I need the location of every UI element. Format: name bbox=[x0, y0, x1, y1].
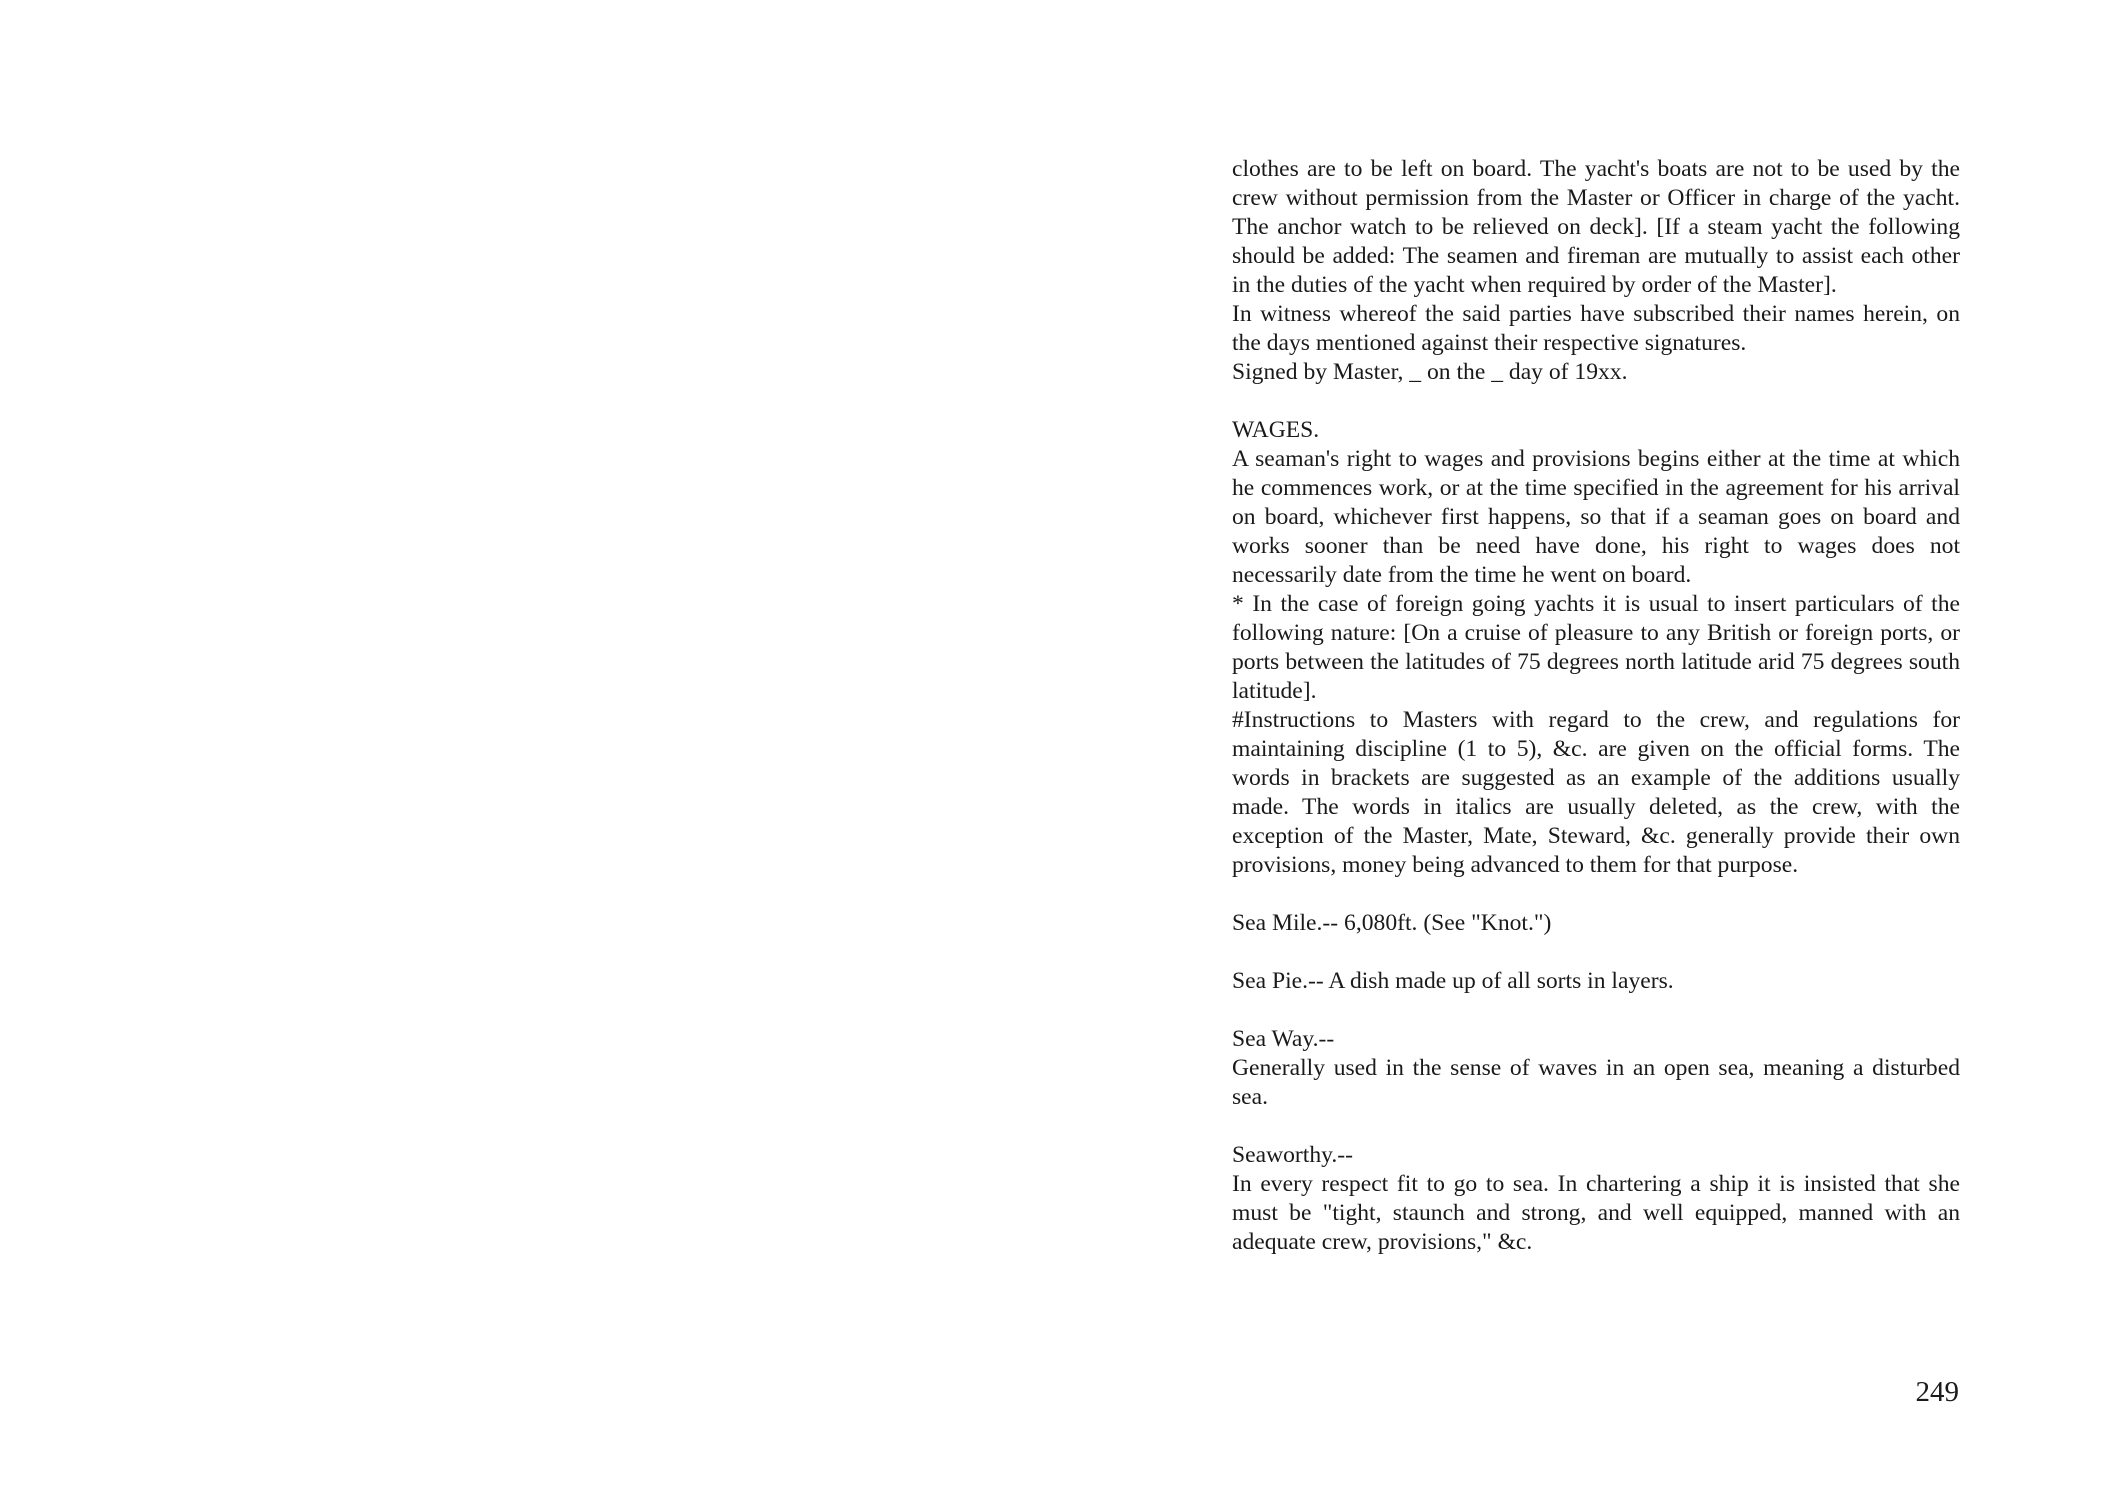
paragraph-gap bbox=[1232, 1112, 1960, 1141]
paragraph-gap bbox=[1232, 938, 1960, 967]
page-number: 249 bbox=[1915, 1376, 1959, 1408]
footnote-instructions: #Instructions to Masters with regard to the crew, and regulations for maintaining discipline (1 to 5), &c. are given on the official forms. The words in brackets are suggested as an example of the additions usually made. The words in italics are usually deleted, as the crew, with the exception of the Master, Mate, Steward, &c. generally provide their own provisions, money being advanced to them for that purpose. bbox=[1232, 707, 1960, 878]
paragraph-wages: A seaman's right to wages and provisions begins either at the time at which he commences work, or at the time specified in the agreement for his arrival on board, whichever first happens, so that if a seaman goes on board and works sooner than be need have done, his right to wages does not necessarily date from the time he went on board. bbox=[1232, 446, 1960, 588]
paragraph-witness: In witness whereof the said parties have subscribed their names herein, on the days mentioned against their respective signatures. bbox=[1232, 301, 1960, 356]
entry-sea-way-term: Sea Way.-- bbox=[1232, 1026, 1335, 1052]
paragraph-gap bbox=[1232, 387, 1960, 416]
paragraph-gap bbox=[1232, 880, 1960, 909]
entry-seaworthy-term: Seaworthy.-- bbox=[1232, 1142, 1353, 1168]
paragraph-signed: Signed by Master, _ on the _ day of 19xx. bbox=[1232, 359, 1628, 385]
footnote-foreign-yachts: * In the case of foreign going yachts it is usual to insert particulars of the following nature: [On a cruise of pleasure to any British or foreign ports, or ports between the latitudes of 75 degrees north latitude arid 75 degrees south latitude]. bbox=[1232, 591, 1960, 704]
entry-sea-mile: Sea Mile.-- 6,080ft. (See "Knot.") bbox=[1232, 910, 1552, 936]
entry-sea-pie: Sea Pie.-- A dish made up of all sorts in layers. bbox=[1232, 968, 1674, 994]
paragraph-clothes: clothes are to be left on board. The yacht's boats are not to be used by the crew without permission from the Master or Officer in charge of the yacht. The anchor watch to be relieved on deck]. [If a steam yacht the following should be added: The seamen and fireman are mutually to assist each other in the duties of the yacht when required by order of the Master]. bbox=[1232, 156, 1960, 298]
text-column bbox=[1232, 155, 1960, 1257]
blank-left-page bbox=[0, 0, 1052, 1489]
heading-wages: WAGES. bbox=[1232, 417, 1320, 443]
paragraph-gap bbox=[1232, 996, 1960, 1025]
entry-seaworthy-definition: In every respect fit to go to sea. In chartering a ship it is insisted that she must be "tight, staunch and strong, and well equipped, manned with an adequate crew, provisions," &c. bbox=[1232, 1171, 1960, 1255]
entry-sea-way-definition: Generally used in the sense of waves in an open sea, meaning a disturbed sea. bbox=[1232, 1055, 1960, 1110]
